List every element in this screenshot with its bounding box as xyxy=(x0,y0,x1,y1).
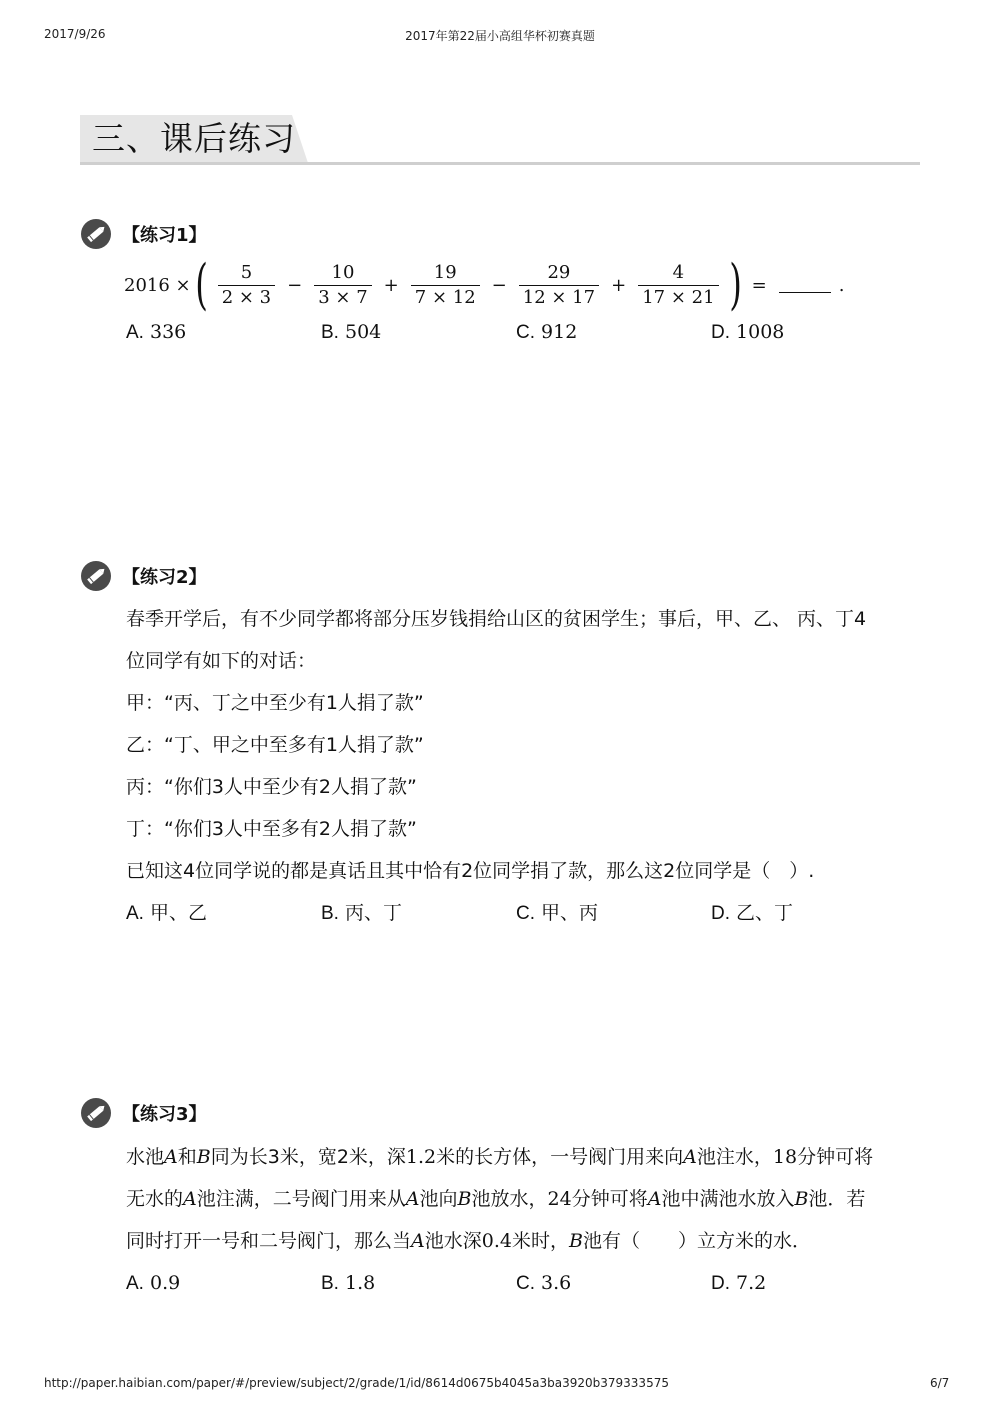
left-paren: ( xyxy=(194,253,208,316)
text: 池注满，二号阀门用来从 xyxy=(196,1188,406,1210)
option-value: 甲、乙 xyxy=(150,902,208,924)
exercise-3-header xyxy=(80,1097,207,1129)
exercise-2-option-a xyxy=(126,899,207,928)
fraction-denominator: 12 × 17 xyxy=(519,285,599,310)
fraction-numerator: 10 xyxy=(331,261,355,283)
exercise-2-statement-ding: 丁：“你们3人中至多有2人捐了款” xyxy=(126,818,417,840)
option-value: 丙、丁 xyxy=(345,902,403,924)
math-lead: 2016 × xyxy=(124,274,191,296)
option-label: B. xyxy=(321,322,339,343)
text: 同时打开一号和二号阀门，那么当 xyxy=(126,1230,412,1252)
exercise-1-option-a xyxy=(126,318,186,347)
text: 池水深 xyxy=(424,1230,482,1252)
var-a: A xyxy=(411,1230,425,1252)
print-url[interactable]: http://paper.haibian.com/paper/#/preview/subject/2/grade/1/id/8614d0675b4045a3ba3920b379333575 xyxy=(44,1376,669,1390)
text: 水池 xyxy=(126,1146,165,1168)
option-label: D. xyxy=(711,1273,730,1294)
print-date: 2017/9/26 xyxy=(44,27,106,41)
number: 18 xyxy=(772,1146,798,1168)
exercise-3-option-a xyxy=(126,1269,180,1298)
var-a: A xyxy=(405,1188,420,1210)
operator: + xyxy=(383,274,399,296)
option-value: 912 xyxy=(541,321,578,343)
var-a: A xyxy=(647,1188,662,1210)
exercise-1-title: 【练习1】 xyxy=(122,225,207,246)
exercise-2-option-d xyxy=(711,899,793,928)
fraction-3 xyxy=(411,261,480,310)
option-value: 336 xyxy=(150,321,187,343)
var-a: A xyxy=(164,1146,178,1168)
text: 池．若 xyxy=(808,1188,866,1210)
option-value: 7.2 xyxy=(736,1272,767,1294)
option-label: C. xyxy=(516,1273,535,1294)
text: 分钟可将 xyxy=(571,1188,648,1210)
fraction-denominator: 2 × 3 xyxy=(218,285,275,310)
exercise-1-expression xyxy=(124,253,845,316)
option-value: 3.6 xyxy=(541,1272,572,1294)
exercise-2-header xyxy=(80,560,207,592)
fraction-4 xyxy=(519,261,599,310)
pencil-icon xyxy=(80,218,112,250)
pencil-icon xyxy=(80,560,112,592)
answer-blank xyxy=(779,278,831,293)
text: 和 xyxy=(177,1146,197,1168)
operator: − xyxy=(491,274,507,296)
exercise-2-option-c xyxy=(516,899,598,928)
section-underline xyxy=(80,162,920,165)
number: 1.2 xyxy=(405,1146,437,1168)
exercise-3-option-d xyxy=(711,1269,766,1298)
section-title: 三、课后练习 xyxy=(92,119,296,158)
exercise-2-statement-yi: 乙：“丁、甲之中至多有1人捐了款” xyxy=(126,734,424,756)
text: 同为长3米，宽2米，深 xyxy=(210,1146,406,1168)
exercise-3-text-line-1 xyxy=(126,1143,873,1171)
option-label: D. xyxy=(711,322,730,343)
text: 无水的 xyxy=(126,1188,184,1210)
fraction-numerator: 4 xyxy=(672,261,685,283)
print-title: 2017年第22届小高组华杯初赛真题 xyxy=(405,29,595,43)
exercise-3-text-line-2 xyxy=(126,1185,865,1213)
fraction-denominator: 3 × 7 xyxy=(314,285,371,310)
fraction-numerator: 5 xyxy=(240,261,253,283)
option-value: 1.8 xyxy=(345,1272,376,1294)
text: 池向 xyxy=(419,1188,458,1210)
option-label: B. xyxy=(321,903,339,924)
equals-sign: = xyxy=(751,274,767,296)
fraction-denominator: 17 × 21 xyxy=(638,285,718,310)
var-a: A xyxy=(683,1146,697,1168)
text: 池中满池水放入 xyxy=(661,1188,795,1210)
number: 0.4 xyxy=(481,1230,512,1252)
exercise-1-option-d xyxy=(711,318,784,347)
operator: − xyxy=(287,274,303,296)
exercise-2-option-b xyxy=(321,899,402,928)
var-b: B xyxy=(569,1230,583,1252)
exercise-2-statement-bing: 丙：“你们3人中至少有2人捐了款” xyxy=(126,776,417,798)
fraction-denominator: 7 × 12 xyxy=(411,285,480,310)
var-b: B xyxy=(794,1188,809,1210)
option-label: A. xyxy=(126,903,144,924)
option-label: D. xyxy=(711,903,730,924)
pencil-icon xyxy=(80,1097,112,1129)
option-value: 乙、丁 xyxy=(736,902,794,924)
option-label: A. xyxy=(126,1273,144,1294)
text: 米的长方体，一号阀门用来向 xyxy=(436,1146,684,1168)
option-value: 504 xyxy=(345,321,382,343)
option-value: 甲、丙 xyxy=(541,902,599,924)
exercise-3-text-line-3 xyxy=(126,1227,811,1255)
option-value: 0.9 xyxy=(150,1272,181,1294)
exercise-1-header xyxy=(80,218,207,250)
exercise-3-title: 【练习3】 xyxy=(122,1104,207,1125)
option-label: C. xyxy=(516,322,535,343)
var-b: B xyxy=(457,1188,472,1210)
operator: + xyxy=(611,274,627,296)
fraction-5 xyxy=(638,261,718,310)
option-label: B. xyxy=(321,1273,339,1294)
exercise-1-option-b xyxy=(321,318,381,347)
option-label: A. xyxy=(126,322,144,343)
fraction-numerator: 19 xyxy=(433,261,457,283)
option-label: C. xyxy=(516,903,535,924)
exercise-1-option-c xyxy=(516,318,577,347)
exercise-2-title: 【练习2】 xyxy=(122,567,207,588)
text: 米时， xyxy=(511,1230,569,1252)
text: 池放水， xyxy=(471,1188,548,1210)
right-paren: ) xyxy=(728,253,742,316)
number: 24 xyxy=(547,1188,572,1210)
page-number: 6/7 xyxy=(930,1376,950,1390)
fraction-2 xyxy=(314,261,371,310)
exercise-2-text-line: 位同学有如下的对话： xyxy=(126,650,317,672)
option-value: 1008 xyxy=(736,321,785,343)
section-header xyxy=(80,115,920,167)
exercise-2-text-line: 春季开学后，有不少同学都将部分压岁钱捐给山区的贫困学生；事后，甲、乙、 丙、丁4 xyxy=(126,608,867,630)
fraction-1 xyxy=(218,261,275,310)
fraction-numerator: 29 xyxy=(547,261,571,283)
text: 池注水， xyxy=(696,1146,773,1168)
text: 分钟可将 xyxy=(797,1146,874,1168)
exercise-3-option-b xyxy=(321,1269,375,1298)
exercise-3-option-c xyxy=(516,1269,571,1298)
text: 池有（ ）立方米的水． xyxy=(582,1230,811,1252)
var-a: A xyxy=(183,1188,197,1210)
exercise-2-question: 已知这4位同学说的都是真话且其中恰有2位同学捐了款，那么这2位同学是（ ）. xyxy=(126,860,815,882)
var-b: B xyxy=(196,1146,211,1168)
math-end: . xyxy=(838,274,845,296)
exercise-2-statement-jia: 甲：“丙、丁之中至少有1人捐了款” xyxy=(126,692,424,714)
